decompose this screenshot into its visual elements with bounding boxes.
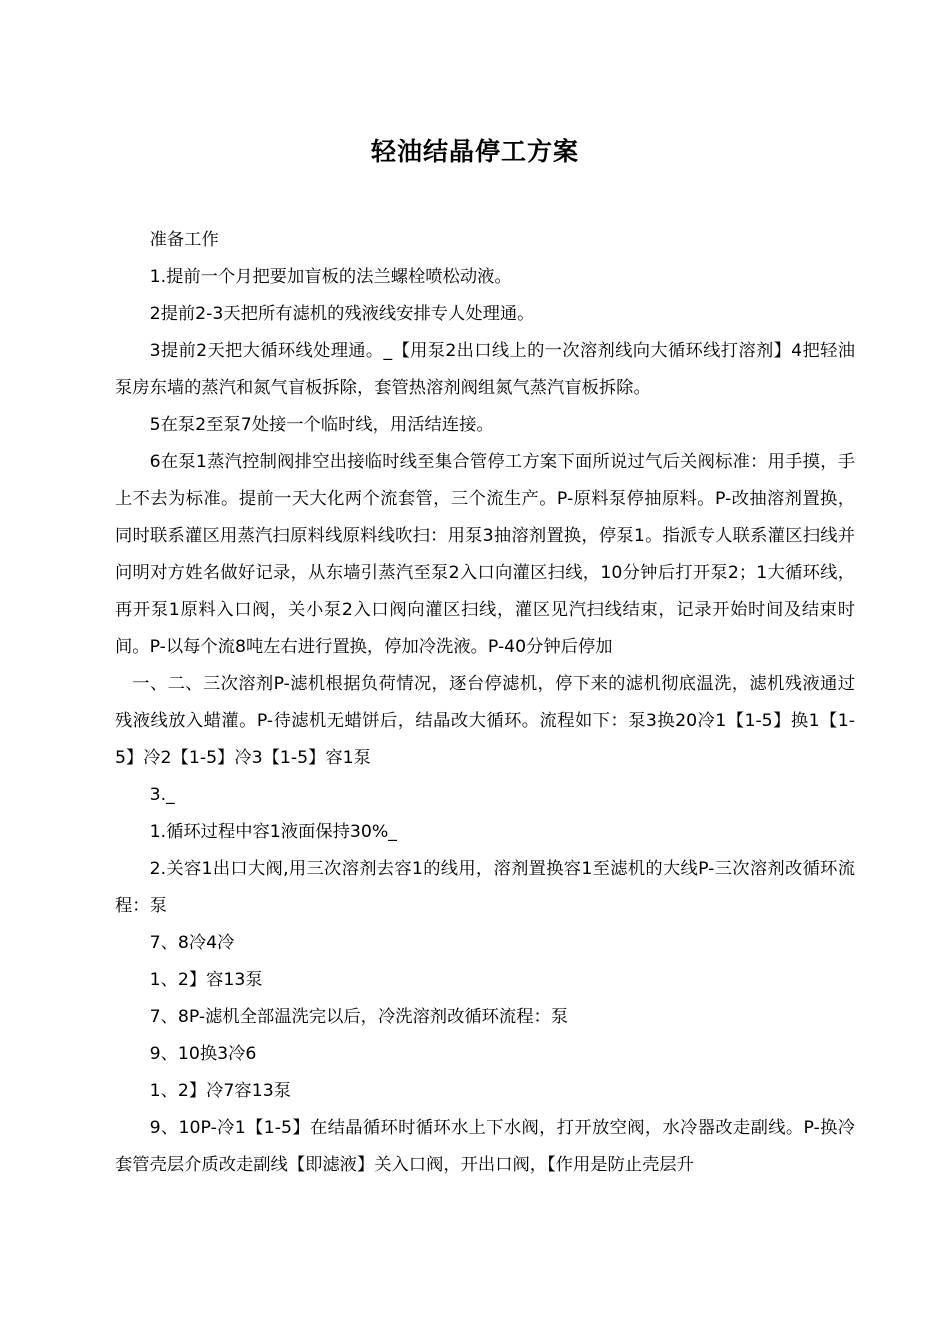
paragraph-item-3: 3提前2天把大循环线处理通。_【用泵2出口线上的一次溶剂线向大循环线打溶剂】4把轻油泵房东墙的蒸汽和氮气盲板拆除，套管热溶剂阀组氮气蒸汽盲板拆除。 bbox=[115, 341, 855, 398]
paragraph-solvent: 一、二、三次溶剂P-滤机根据负荷情况，逐台停滤机，停下来的滤机彻底温洗，滤机残液通过残液线放入蜡灌。P-待滤机无蜡饼后，结晶改大循环。流程如下：泵3换20冷1【1-5】换1【1-5】冷2【1-5】冷3【1-5】容1泵 bbox=[115, 674, 855, 768]
paragraph-line: 9、10P-冷1【1-5】在结晶循环时循环水上下水阀，打开放空阀，水冷器改走副线。P-换冷套管壳层介质改走副线【即滤液】关入口阀，开出口阀，【作用是防止壳层升 bbox=[115, 1118, 855, 1175]
paragraph-line: 1、2】容13泵 bbox=[149, 970, 263, 990]
paragraph-item-2: 2提前2-3天把所有滤机的残液线安排专人处理通。 bbox=[149, 304, 535, 324]
paragraph-line: 3._ bbox=[149, 785, 175, 805]
paragraph-item-5: 5在泵2至泵7处接一个临时线，用活结连接。 bbox=[149, 415, 494, 435]
document-body bbox=[115, 222, 855, 1184]
paragraph-line: 7、8P-滤机全部温洗完以后，冷洗溶剂改循环流程：泵 bbox=[149, 1007, 569, 1027]
paragraph-line: 7、8冷4冷 bbox=[149, 933, 235, 953]
paragraph-prep-heading: 准备工作 bbox=[149, 230, 219, 250]
paragraph-line: 2.关容1出口大阀,用三次溶剂去容1的线用，溶剂置换容1至滤机的大线P-三次溶剂改循环流程：泵 bbox=[115, 859, 855, 916]
paragraph-item-1: 1.提前一个月把要加盲板的法兰螺栓喷松动液。 bbox=[149, 267, 512, 287]
paragraph-line: 1、2】冷7容13泵 bbox=[149, 1081, 291, 1101]
paragraph-line: 1.循环过程中容1液面保持30%_ bbox=[149, 822, 397, 842]
paragraph-line: 9、10换3冷6 bbox=[149, 1044, 257, 1064]
document-title: 轻油结晶停工方案 bbox=[370, 137, 579, 166]
paragraph-item-6: 6在泵1蒸汽控制阀排空出接临时线至集合管停工方案下面所说过气后关阀标准：用手摸，手上不去为标准。提前一天大化两个流套管，三个流生产。P-原料泵停抽原料。P-改抽溶剂置换，同时联系灌区用蒸汽扫原料线原料线吹扫：用泵3抽溶剂置换，停泵1。指派专人联系灌区扫线并问明对方姓名做好记录，从东墙引蒸汽至泵2入口向灌区扫线，10分钟后打开泵2；1大循环线，再开泵1原料入口阀，关小泵2入口阀向灌区扫线，灌区见汽扫线结束，记录开始时间及结束时间。P-以每个流8吨左右进行置换，停加冷洗液。P-40分钟后停加 bbox=[115, 452, 855, 657]
